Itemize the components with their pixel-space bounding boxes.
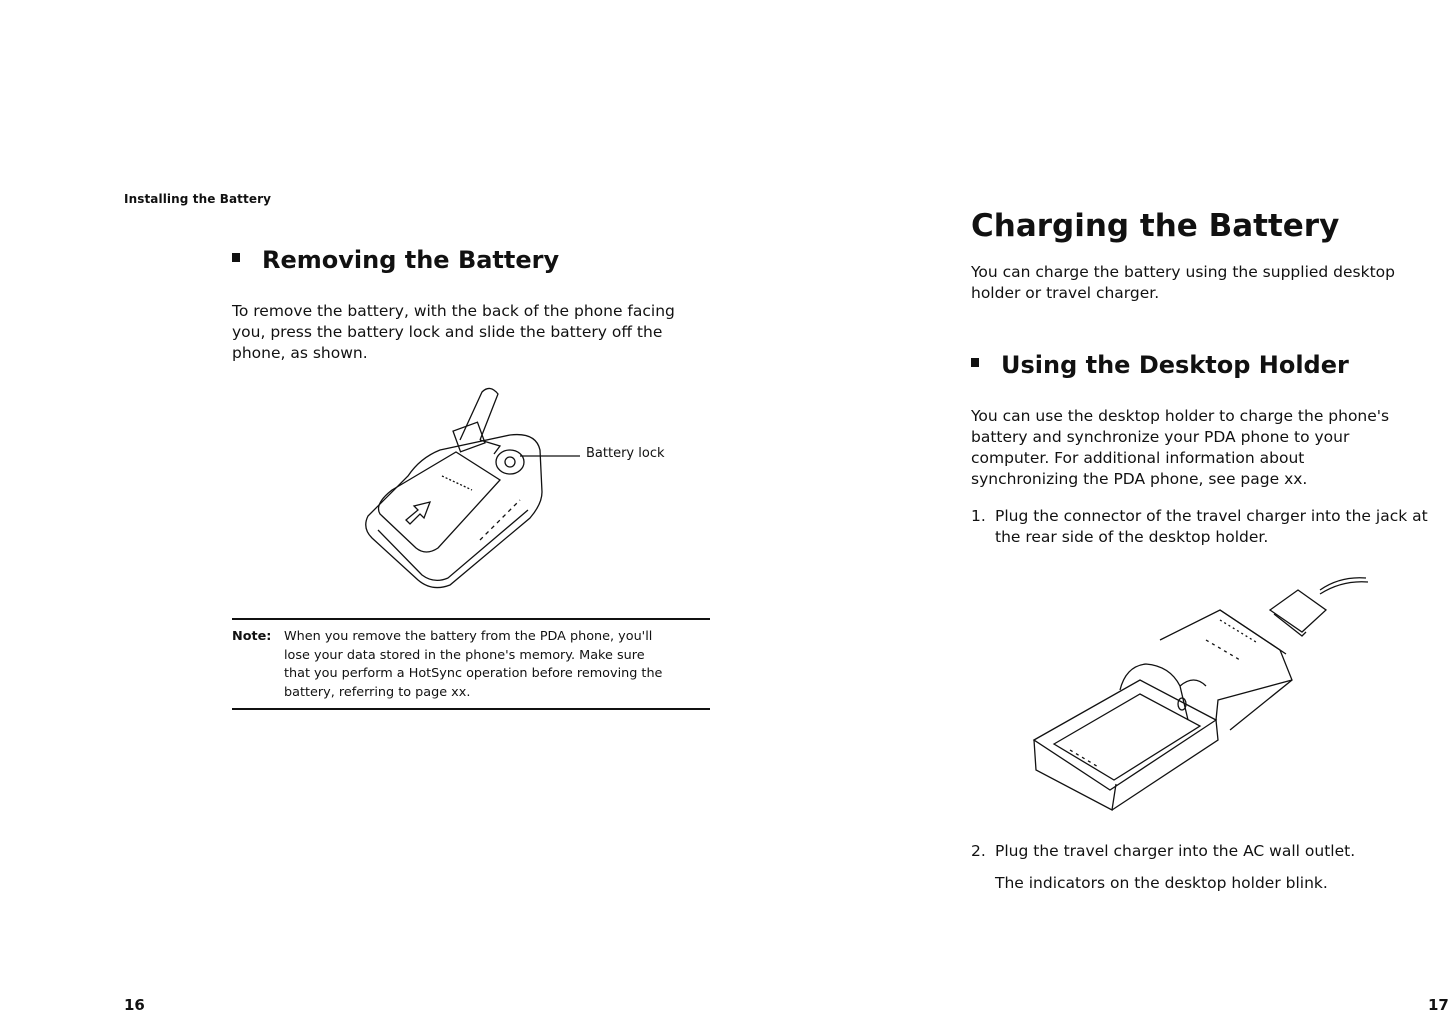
removing-intro: [232, 301, 722, 364]
desktop-holder-text: [971, 406, 1441, 490]
bullet-icon: [232, 253, 240, 262]
phone-battery-illustration: [360, 380, 600, 590]
text-line: battery and synchronize your PDA phone to your: [971, 428, 1350, 446]
desktop-holder-illustration: [1030, 570, 1380, 815]
bullet-icon: [971, 358, 979, 367]
text-line: lose your data stored in the phone's memory. Make sure: [284, 647, 645, 663]
step-1: [971, 506, 1446, 548]
text-line: When you remove the battery from the PDA phone, you'll: [284, 629, 653, 644]
section-title-desktop-holder: [971, 351, 1349, 379]
chapter-title: Charging the Battery: [971, 208, 1340, 244]
text-line: You can use the desktop holder to charge the phone's: [971, 407, 1390, 425]
text-line: the rear side of the desktop holder.: [995, 528, 1269, 546]
section-title-removing: [232, 246, 559, 274]
text-line: phone, as shown.: [232, 344, 368, 362]
note-box: [232, 618, 710, 710]
text-line: Plug the connector of the travel charger into the jack at: [995, 507, 1428, 525]
text-line: holder or travel charger.: [971, 284, 1160, 302]
text-line: To remove the battery, with the back of the phone facing: [232, 302, 675, 320]
step-text: [995, 841, 1355, 862]
step-number: 2.: [971, 842, 986, 860]
page-number-left: 16: [124, 996, 145, 1014]
note-text: [284, 628, 662, 702]
note-label: Note:: [232, 629, 272, 644]
step-number: 1.: [971, 507, 986, 525]
text-line: synchronizing the PDA phone, see page xx.: [971, 470, 1308, 488]
text-line: Plug the travel charger into the AC wall outlet.: [995, 842, 1356, 860]
text-line: computer. For additional information about: [971, 449, 1305, 467]
text-line: battery, referring to page xx.: [284, 684, 471, 700]
battery-lock-label: Battery lock: [586, 446, 665, 461]
step-2: [971, 841, 1446, 862]
step-2-result: The indicators on the desktop holder blink.: [995, 874, 1328, 892]
section-title-text: Removing the Battery: [262, 246, 560, 274]
running-header: Installing the Battery: [124, 192, 272, 206]
text-line: You can charge the battery using the supplied desktop: [971, 263, 1396, 281]
note-row: [232, 628, 710, 702]
section-title-text: Using the Desktop Holder: [1001, 351, 1349, 379]
page-number-right: 17: [1428, 996, 1449, 1014]
charging-intro: [971, 262, 1441, 304]
text-line: that you perform a HotSync operation before removing the: [284, 666, 663, 681]
text-line: you, press the battery lock and slide the battery off the: [232, 323, 663, 341]
step-text: [995, 506, 1428, 548]
